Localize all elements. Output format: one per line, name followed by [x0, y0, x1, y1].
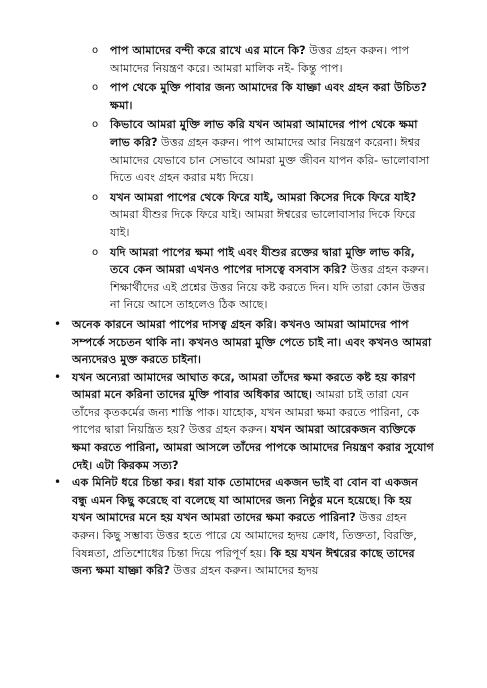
answer-text: উত্তর গ্রহন করুন। পাপ আমাদের আর নিয়ন্ত্রণ করেনা। ঈশ্বর আমাদের যেভাবে চান সেভাবে আমরা মুক্ত জীবন যাপন করি- ভালোবাসা দিতে এবং গ্রহন করার মধ্য দিয়ে।	[110, 135, 430, 185]
question-text: পাপ আমাদের বন্দী করে রাখে এর মানে কি?	[110, 44, 306, 57]
disc-bullet-icon: •	[54, 316, 62, 331]
main-list-item	[54, 369, 435, 475]
question-text: যখন আমরা পাপের থেকে ফিরে যাই, আমরা কিসের দিকে ফিরে যাই?	[110, 190, 417, 204]
main-list-item	[54, 316, 435, 369]
sub-list-item	[92, 244, 435, 314]
paragraph-text: উত্তর গ্রহন করুন। আমাদের হৃদয়	[169, 564, 319, 578]
main-list-item	[54, 474, 435, 580]
paragraph-text: আমরা চাই তারা যেন তাঁদের কৃতকর্মের জন্য শাস্তি পাক। যাহোক, যখন আমরা ক্ষমা করতে পারিনা, কে পাপের দ্বারা নিয়ন্ত্রিত হয়? উত্তর গ্রহন করুন।	[72, 388, 420, 437]
sub-list-item	[92, 116, 435, 186]
paragraph-bold-text: অনেক কারনে আমরা পাপের দাসত্ব গ্রহন করি। কখনও আমরা আমাদের পাপ সম্পর্কে সচেতন থাকি না। কখনও আমরা মুক্তি পেতে চাই না। এবং কখনও আমরা অন্যদেরও মুক্ত করতে চাইনা।	[72, 317, 432, 367]
question-text: যদি আমরা পাপের ক্ষমা পাই এবং যীশুর রক্তের দ্বারা মুক্তি লাভ করি, তবে কেন আমরা এখনও পাপের দাসত্বে বসবাস করি?	[110, 245, 415, 277]
paragraph-bold-text: এক মিনিট ধরে চিন্তা কর। ধরা যাক তোমাদের একজন ভাই বা বোন বা একজন বন্ধু এমন কিছু করেছে বা বলেছে যা আমাদের জন্য নিষ্ঠুর মনে হয়েছে। কি হয় যখন আমাদের মনে হয় যখন আমরা তাদের ক্ষমা করতে পারিনা?	[72, 476, 418, 525]
sub-list-item	[92, 79, 435, 114]
circle-bullet-icon: o	[92, 246, 99, 258]
paragraph-bold-text: যখন আমরা আরেকজন ব্যক্তিকে ক্ষমা করতে পারিনা, আমরা আসলে তাঁদের পাপকে আমাদের নিয়ন্ত্রণ করার সুযোগ দেই। এটা কিরকম সত্য?	[72, 423, 434, 472]
answer-text: উত্তর গ্রহন করুন। পাপ আমাদের নিয়ন্ত্রণ করে। আমরা মালিক নই- কিন্তু পাপ।	[110, 44, 410, 75]
disc-bullet-icon: •	[54, 475, 62, 490]
paragraph-bold-text: কি হয় যখন ঈশ্বরের কাছে তাদের জন্য ক্ষমা যাচ্ঞা করি?	[72, 546, 415, 578]
question-text: পাপ থেকে মুক্তি পাবার জন্য আমাদের কি যাচ্ঞা এবং গ্রহন করা উচিত? ক্ষমা।	[110, 81, 427, 112]
circle-bullet-icon: o	[92, 191, 99, 203]
main-bullet-list	[52, 316, 435, 580]
sub-bullet-list	[52, 42, 435, 314]
circle-bullet-icon: o	[92, 45, 99, 56]
circle-bullet-icon: o	[92, 119, 99, 131]
answer-text: আমরা যীশুর দিকে ফিরে যাই। আমরা ঈশ্বরের ভালোবাসার দিকে ফিরে যাই।	[110, 208, 416, 239]
paragraph-text: উত্তর গ্রহন করুন। কিছু সম্ভাব্য উত্তর হতে পারে যে আমাদের হৃদয় ক্রোধ, তিক্ততা, বিরক্তি, বিষন্নতা, প্রতিশোধের চিন্তা দিয়ে পরিপূর্ণ হয়।	[72, 511, 417, 560]
sub-list-item	[92, 189, 435, 242]
sub-list-item	[92, 42, 435, 77]
question-text: কিভাবে আমরা মুক্তি লাভ করি যখন আমরা আমাদের পাপ থেকে ক্ষমা লাভ করি?	[110, 118, 418, 149]
answer-text: উত্তর গ্রহন করুন। শিক্ষার্থীদের এই প্রশ্নের উত্তর নিয়ে কষ্ট করতে দিন। যদি তারা কোন উত্তর না নিয়ে আসে তাহলেও ঠিক আছে।	[110, 263, 429, 312]
disc-bullet-icon: •	[54, 369, 62, 384]
paragraph-bold-text: যখন অন্যেরা আমাদের আঘাত করে, আমরা তাঁদের ক্ষমা করতে কষ্ট হয় কারণ আমরা মনে করিনা তাদের মুক্তি পাবার অধিকার আছে।	[72, 370, 416, 402]
circle-bullet-icon: o	[92, 82, 99, 94]
